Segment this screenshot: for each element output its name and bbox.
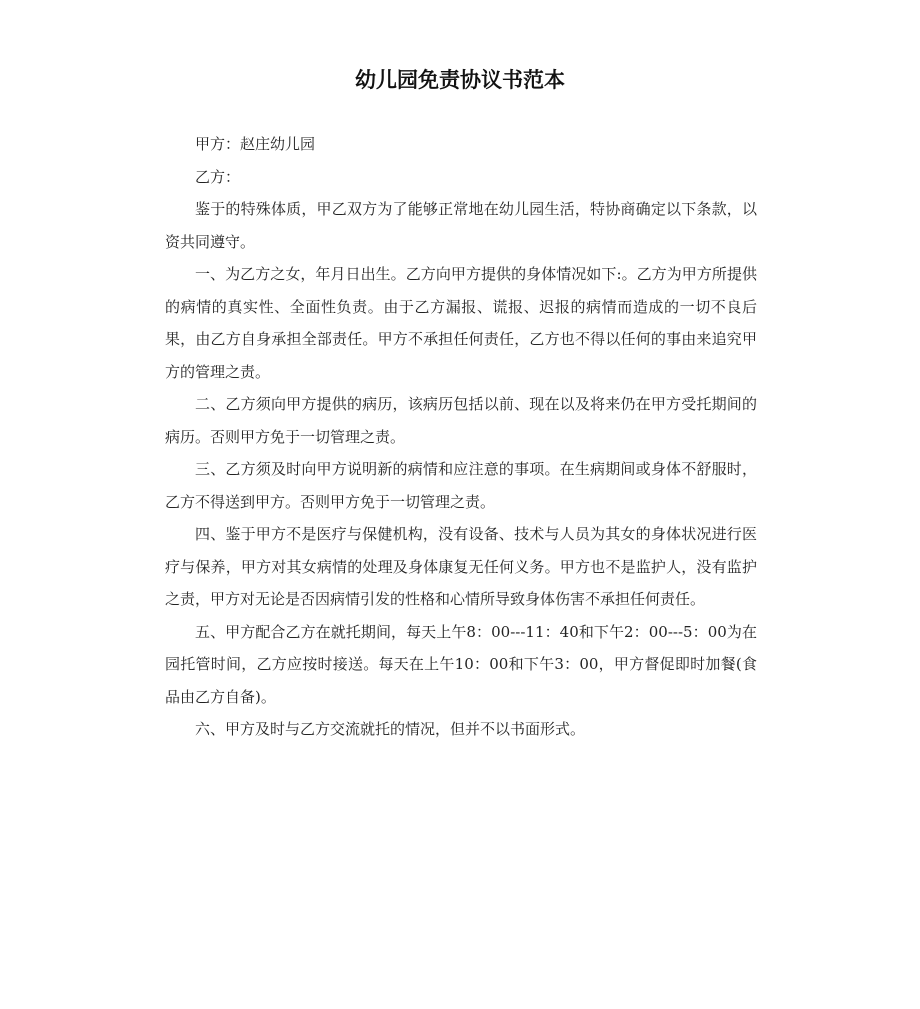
clause-6-paragraph: 六、甲方及时与乙方交流就托的情况，但并不以书面形式。 [195, 720, 586, 738]
document-title: 幼儿园免责协议书范本 [355, 68, 565, 92]
clause-4-paragraph: 四、鉴于甲方不是医疗与保健机构，没有设备、技术与人员为其女的身体状况进行医疗与保养，甲方对其女病情的处理及身体康复无任何义务。甲方也不是监护人，没有监护之责，甲方对无论是否因病情引发的性格和心情所导致身体伤害不承担任何责任。 [165, 525, 757, 608]
clause-1-paragraph: 一、为乙方之女，年月日出生。乙方向甲方提供的身体情况如下:。乙方为甲方所提供的病情的真实性、全面性负责。由于乙方漏报、谎报、迟报的病情而造成的一切不良后果，由乙方自身承担全部责任。甲方不承担任何责任，乙方也不得以任何的事由来追究甲方的管理之责。 [165, 265, 757, 381]
preamble-paragraph: 鉴于的特殊体质，甲乙双方为了能够正常地在幼儿园生活，特协商确定以下条款，以资共同遵守。 [165, 200, 757, 251]
clause-3-paragraph: 三、乙方须及时向甲方说明新的病情和应注意的事项。在生病期间或身体不舒服时，乙方不得送到甲方。否则甲方免于一切管理之责。 [165, 460, 757, 511]
party-b-line: 乙方： [195, 167, 241, 186]
clause-5-paragraph: 五、甲方配合乙方在就托期间，每天上午8：00---11：40和下午2：00---5：00为在园托管时间，乙方应按时接送。每天在上午10：00和下午3：00，甲方督促即时加餐(食品由乙方自备)。 [165, 622, 757, 706]
clause-2-paragraph: 二、乙方须向甲方提供的病历，该病历包括以前、现在以及将来仍在甲方受托期间的病历。否则甲方免于一切管理之责。 [165, 395, 757, 446]
document-body [165, 128, 757, 746]
party-a-line: 甲方：赵庄幼儿园 [195, 135, 316, 153]
